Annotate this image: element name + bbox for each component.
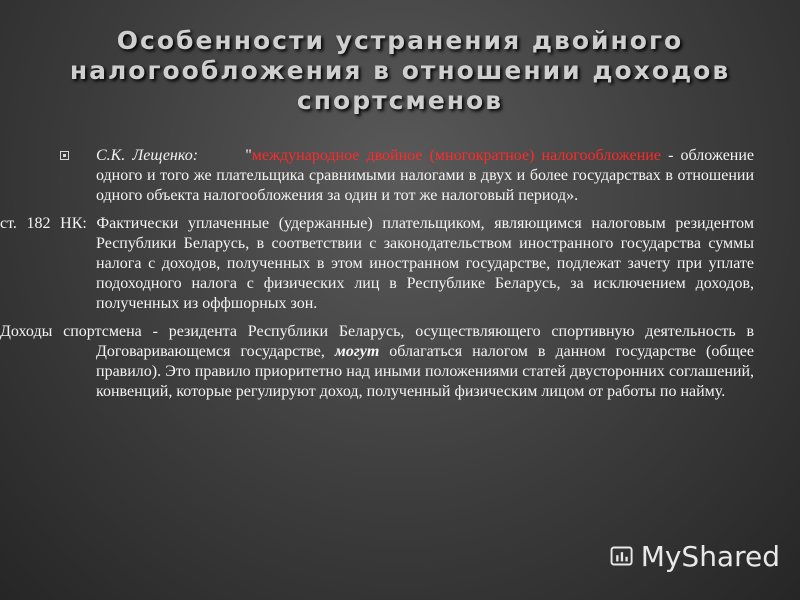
definition-text: - обложение одного и того же плательщика сравнимыми налогами в двух и более государствах в отношении одного объекта налогообложения за один и тот же налоговый период».	[96, 147, 755, 204]
chart-logo-icon	[610, 541, 635, 571]
logo-text: MyShared	[640, 539, 780, 573]
watermark-logo	[610, 538, 780, 574]
title-line-1: Особенности устранения двойного	[116, 26, 684, 55]
highlighted-term: международное двойное (многократное) налогообложение	[251, 147, 661, 164]
slide-title	[60, 26, 740, 116]
athlete-text-before: Доходы спортсмена - резидента Республики Беларусь, осуществляющего спортивную деятельность в Договаривающемся государстве,	[0, 323, 754, 360]
definition-paragraph	[96, 146, 754, 206]
athlete-text-after: облагаться налогом в данном государстве (общее правило). Это правило приоритетно над иными положениями статей двусторонних соглашений, конвенций, которые регулируют доход, полученный физическим лицом от работы по найму.	[96, 343, 754, 400]
square-bullet-icon	[60, 151, 69, 160]
emphasis-word: могут	[334, 343, 380, 360]
title-line-3: спортсменов	[296, 86, 504, 115]
quote-mark: "	[245, 147, 252, 164]
author-name: С.К. Лещенко:	[96, 147, 199, 164]
title-line-2: налогообложения в отношении доходов	[69, 56, 731, 85]
slide-body	[0, 146, 755, 410]
article-paragraph: ст. 182 НК: Фактически уплаченные (удержанные) плательщиком, являющимся налоговым резидентом Республики Беларусь, в соответствии с законодательством иностранного государства суммы налога с доходов, полученных в этом иностранном государстве, подлежат зачету при уплате подоходного налога с физических лиц в Республике Беларусь, за исключением доходов, полученных из оффшорных зон.	[0, 215, 754, 312]
athlete-income-paragraph	[0, 322, 754, 402]
